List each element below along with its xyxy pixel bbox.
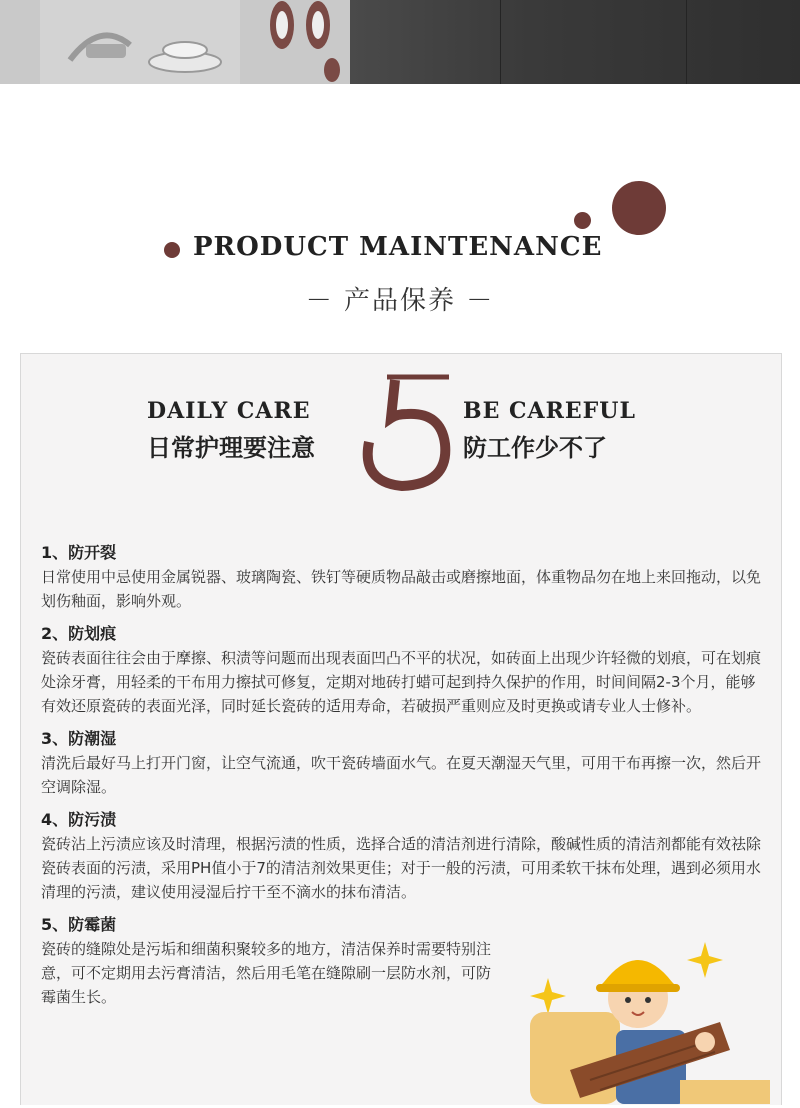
item-title: 1、防开裂 — [41, 543, 117, 562]
be-careful-heading: BE CAREFUL — [463, 398, 636, 424]
dark-marble-wall — [350, 0, 800, 84]
item-text: 瓷砖表面往往会由于摩擦、积渍等问题而出现表面凹凸不平的状况，如砖面上出现少许轻微的划痕，可在划痕处涂牙膏，用轻柔的干布用力擦拭可修复，定期对地砖打蜡可起到持久保护的作用，时间间隔2-3个月，能够有效还原瓷砖的表面光泽，同时延长瓷砖的适用寿命，若破损严重则应及时更换或请专业人士修补。 — [41, 649, 762, 715]
item-text: 瓷砖沾上污渍应该及时清理，根据污渍的性质，选择合适的清洁剂进行清除，酸碱性质的清洁剂都能有效祛除瓷砖表面的污渍，采用PH值小于7的清洁剂效果更佳；对于一般的污渍，可用柔软干抹布处理，遇到必须用水清理的污渍，建议使用浸湿后拧干至不滴水的抹布清洁。 — [41, 835, 762, 901]
list-item — [41, 726, 761, 799]
list-item — [41, 807, 761, 904]
item-title: 3、防潮湿 — [41, 729, 117, 748]
item-text: 清洗后最好马上打开门窗，让空气流通，吹干瓷砖墙面水气。在夏天潮湿天气里，可用干布再擦一次，然后开空调除湿。 — [41, 754, 762, 796]
product-photo-strip — [0, 0, 800, 84]
section-title-en: PRODUCT MAINTENANCE — [193, 232, 603, 262]
number-five-badge — [357, 372, 457, 492]
daily-care-subheading: 日常护理要注意 — [147, 434, 315, 462]
be-careful-subheading: 防工作少不了 — [463, 434, 607, 462]
construction-worker-icon — [530, 930, 780, 1104]
item-title: 5、防霉菌 — [41, 915, 117, 934]
towel-hooks-illustration — [0, 0, 350, 84]
list-item — [41, 621, 761, 718]
worker-illustration — [530, 930, 780, 1104]
tile-seam — [500, 0, 501, 84]
five-swash-icon — [357, 372, 457, 492]
item-title: 4、防污渍 — [41, 810, 117, 829]
list-item — [41, 540, 761, 613]
decor-dot-left — [164, 242, 180, 258]
decor-dot-large — [612, 181, 666, 235]
item-text: 瓷砖的缝隙处是污垢和细菌积聚较多的地方，清洁保养时需要特别注意，可不定期用去污膏清洁，然后用毛笔在缝隙刷一层防水剂，可防霉菌生长。 — [41, 940, 492, 1006]
bathroom-accessories-photo — [0, 0, 350, 84]
section-title-cn: － 产品保养 － — [305, 286, 495, 316]
daily-care-heading: DAILY CARE — [147, 398, 311, 424]
decor-dot-small — [574, 212, 591, 229]
item-text: 日常使用中忌使用金属锐器、玻璃陶瓷、铁钉等硬质物品敲击或磨擦地面，体重物品勿在地上来回拖动，以免划伤釉面，影响外观。 — [41, 568, 762, 610]
item-title: 2、防划痕 — [41, 624, 117, 643]
tile-seam — [686, 0, 687, 84]
